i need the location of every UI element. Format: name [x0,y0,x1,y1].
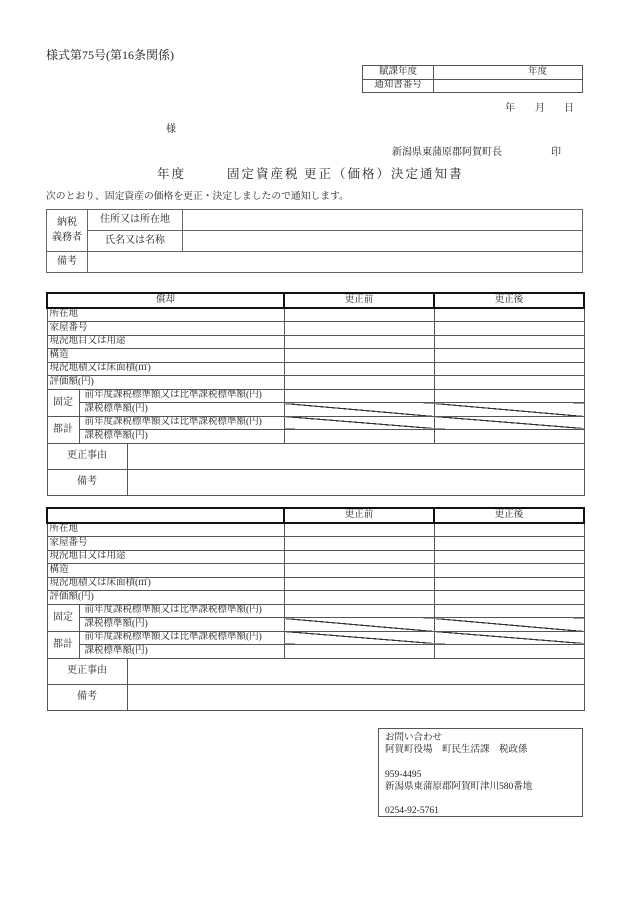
form-number: 様式第75号(第16条関係) [46,48,174,62]
value-after [434,591,584,605]
value-before [284,335,434,349]
row-label-tax-base: 課税標準額(円) [79,430,284,444]
correction-reason-value [127,658,584,684]
addressee-honorific: 様 [166,124,176,135]
row-label-tax-base: 課税標準額(円) [79,618,284,632]
struck-out-cell [284,416,434,430]
name-value [183,231,583,252]
value-after [434,537,584,551]
row-label-structure: 構造 [47,349,284,363]
value-before [284,537,434,551]
correction-reason-value [127,443,584,469]
correction-reason-label: 更正事由 [47,443,127,469]
struck-out-cell [434,618,584,632]
remarks-value [127,684,584,710]
date-day: 日 [564,103,574,114]
contact-address: 新潟県東蒲原郡阿賀町津川580番地 [385,781,533,792]
row-label-area: 現況地積又は床面積(㎡) [47,577,284,591]
row-label-assessed-value: 評価額(円) [47,591,284,605]
header-before-correction: 更正前 [284,508,434,523]
row-label-house-number: 家屋番号 [47,537,284,551]
row-label-house-number: 家屋番号 [47,322,284,336]
remarks-label: 備考 [47,684,127,710]
seal-mark: 印 [551,147,561,158]
taxpayer-remarks-label: 備考 [47,252,88,273]
value-after [434,523,584,537]
header-category [47,508,284,523]
row-label-land-use: 現況地目又は用途 [47,550,284,564]
title-notice-name: 更正（価格）決定通知書 [304,167,464,181]
value-before [284,349,434,363]
value-before [284,308,434,322]
taxpayer-group-label [47,210,88,252]
taxpayer-remarks-value [88,252,583,273]
assessment-table-2 [46,507,585,711]
row-label-assessed-value: 評価額(円) [47,376,284,390]
value-before [284,523,434,537]
struck-out-cell [434,416,584,430]
value-before [284,550,434,564]
address-label: 住所又は所在地 [88,210,183,231]
group-label-fixed-asset: 固定 [47,604,79,631]
value-before [284,376,434,390]
taxpayer-table [46,209,583,273]
struck-out-cell [434,631,584,645]
value-after [434,335,584,349]
value-before [284,362,434,376]
row-label-prior-tax-base: 前年度課税標準額又は比準課税標準額(円) [79,631,284,645]
group-label-fixed-asset: 固定 [47,389,79,416]
struck-out-cell [284,631,434,645]
tax-year-value: 年度 [434,66,583,80]
header-before-correction: 更正前 [284,293,434,308]
address-value [183,210,583,231]
intro-text: 次のとおり、固定資産の価格を更正・決定しましたので通知します。 [46,191,349,202]
value-after [434,604,584,618]
notice-info-box [362,65,583,93]
notice-number-value [434,79,583,93]
row-label-structure: 構造 [47,564,284,578]
value-after [434,564,584,578]
value-after [434,577,584,591]
row-label-area: 現況地積又は床面積(㎡) [47,362,284,376]
row-label-tax-base: 課税標準額(円) [79,403,284,417]
struck-out-cell [434,403,584,417]
value-before [284,389,434,403]
value-after [434,308,584,322]
title-year-label: 年度 [157,167,187,181]
value-after [434,349,584,363]
name-label: 氏名又は名称 [88,231,183,252]
date-month: 月 [535,103,545,114]
title-tax-name: 固定資産税 [227,167,300,181]
row-label-prior-tax-base: 前年度課税標準額又は比準課税標準額(円) [79,389,284,403]
notice-number-label: 通知書番号 [363,79,434,93]
issuer-name: 新潟県東蒲原郡阿賀町長 [392,147,502,158]
value-after [434,389,584,403]
value-after [434,430,584,444]
contact-spacer [385,793,576,805]
assessment-table-1 [46,292,585,496]
remarks-label: 備考 [47,469,127,495]
row-label-prior-tax-base: 前年度課税標準額又は比準課税標準額(円) [79,604,284,618]
value-before [284,322,434,336]
row-label-tax-base: 課税標準額(円) [79,645,284,659]
value-after [434,362,584,376]
contact-office: 阿賀町役場 町民生活課 税政係 [385,745,528,756]
tax-year-label: 賦課年度 [363,66,434,80]
header-after-correction: 更正後 [434,508,584,523]
value-after [434,376,584,390]
date-year: 年 [505,103,515,114]
contact-postal-code: 959-4495 [385,769,422,780]
group-label-city-planning: 都計 [47,631,79,658]
row-label-location: 所在地 [47,523,284,537]
taxpayer-label-line2: 義務者 [52,231,82,243]
contact-heading: お問い合わせ [385,733,443,743]
correction-reason-label: 更正事由 [47,658,127,684]
row-label-land-use: 現況地目又は用途 [47,335,284,349]
row-label-prior-tax-base: 前年度課税標準額又は比準課税標準額(円) [79,416,284,430]
header-category: 償却 [47,293,284,308]
struck-out-cell [284,403,434,417]
value-after [434,550,584,564]
contact-spacer [385,756,576,768]
value-before [284,645,434,659]
header-after-correction: 更正後 [434,293,584,308]
value-before [284,591,434,605]
value-before [284,604,434,618]
value-after [434,322,584,336]
remarks-value [127,469,584,495]
contact-phone: 0254-92-5761 [385,806,439,817]
row-label-location: 所在地 [47,308,284,322]
value-before [284,577,434,591]
group-label-city-planning: 都計 [47,416,79,443]
taxpayer-label-line1: 納税 [57,217,77,228]
struck-out-cell [284,618,434,632]
value-before [284,430,434,444]
contact-box [378,728,583,817]
value-before [284,564,434,578]
value-after [434,645,584,659]
